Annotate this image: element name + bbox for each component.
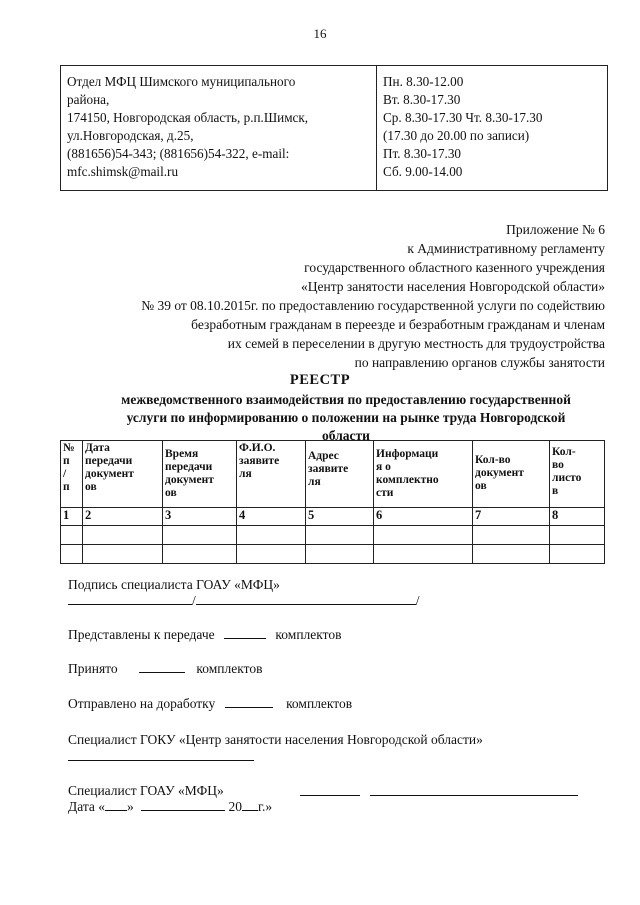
subtitle-line: услуги по информированию о положении на рынке труда Новгородской bbox=[126, 410, 566, 425]
signature-blank[interactable] bbox=[68, 592, 192, 605]
appendix-line: «Центр занятости населения Новгородской области» bbox=[301, 279, 605, 294]
office-address-line: ул.Новгородская, д.25, bbox=[67, 128, 194, 143]
table-cell bbox=[374, 545, 473, 564]
registry-subtitle bbox=[78, 391, 614, 445]
table-cell bbox=[306, 526, 374, 545]
column-header-address: Адрес заявите ля bbox=[306, 441, 374, 508]
table-cell bbox=[374, 526, 473, 545]
submitted-count-blank[interactable] bbox=[224, 626, 266, 639]
office-address-line: (881656)54-343; (881656)54-322, e-mail: bbox=[67, 146, 290, 161]
appendix-line: государственного областного казенного учреждения bbox=[304, 260, 605, 275]
table-cell bbox=[83, 545, 163, 564]
returned-row bbox=[68, 695, 352, 712]
schedule-line: Пт. 8.30-17.30 bbox=[383, 146, 462, 161]
column-number: 2 bbox=[83, 508, 163, 526]
column-header-date: Дата передачи документ ов bbox=[83, 441, 163, 508]
column-number: 6 bbox=[374, 508, 473, 526]
registry-header-row bbox=[61, 441, 605, 508]
mfc-signature-label: Подпись специалиста ГОАУ «МФЦ» bbox=[68, 577, 280, 592]
schedule-line: Ср. 8.30-17.30 Чт. 8.30-17.30 bbox=[383, 110, 543, 125]
table-cell bbox=[163, 526, 237, 545]
appendix-line: к Административному регламенту bbox=[407, 241, 605, 256]
slash-separator: / bbox=[415, 593, 420, 608]
column-number: 1 bbox=[61, 508, 83, 526]
date-row bbox=[68, 798, 272, 815]
appendix-reference bbox=[141, 220, 605, 372]
subtitle-line: области bbox=[322, 428, 370, 443]
schedule-line: (17.30 до 20.00 по записи) bbox=[383, 128, 530, 143]
mfc-signature-line bbox=[68, 592, 420, 609]
mfc-specialist-name-line[interactable] bbox=[370, 795, 578, 796]
sets-word: комплектов bbox=[275, 627, 342, 642]
year-prefix: 20 bbox=[228, 799, 243, 814]
column-number: 8 bbox=[550, 508, 605, 526]
appendix-line: их семей в переселении в другую местность для трудоустройства bbox=[227, 336, 605, 351]
office-address-cell bbox=[61, 66, 377, 191]
registry-table bbox=[60, 440, 605, 564]
sets-word: комплектов bbox=[196, 661, 263, 676]
date-quote-close: » bbox=[127, 799, 134, 814]
returned-label: Отправлено на доработку bbox=[68, 696, 216, 711]
schedule-line: Сб. 9.00-14.00 bbox=[383, 164, 463, 179]
submitted-row bbox=[68, 626, 342, 643]
column-header-completeness: Информаци я о комплектно сти bbox=[374, 441, 473, 508]
registry-empty-row bbox=[61, 545, 605, 564]
office-info-table bbox=[60, 65, 608, 191]
appendix-line: безработным гражданам в переезде и безработным гражданам и членам bbox=[191, 317, 605, 332]
table-cell bbox=[61, 545, 83, 564]
page-number: 16 bbox=[313, 26, 327, 41]
column-number: 7 bbox=[473, 508, 550, 526]
column-header-sheet-count: Кол- во листо в bbox=[550, 441, 605, 508]
mfc-specialist-signature-line[interactable] bbox=[300, 795, 360, 796]
office-email: mfc.shimsk@mail.ru bbox=[67, 164, 179, 179]
appendix-line: Приложение № 6 bbox=[506, 222, 605, 237]
table-cell bbox=[473, 526, 550, 545]
accepted-count-blank[interactable] bbox=[139, 660, 185, 673]
registry-empty-row bbox=[61, 526, 605, 545]
year-suffix: г.» bbox=[258, 799, 273, 814]
table-cell bbox=[61, 526, 83, 545]
table-cell bbox=[550, 545, 605, 564]
accepted-row bbox=[68, 660, 262, 677]
column-header-time: Время передачи документ ов bbox=[163, 441, 237, 508]
table-cell bbox=[163, 545, 237, 564]
sets-word: комплектов bbox=[286, 696, 353, 711]
day-blank[interactable] bbox=[105, 798, 127, 811]
registry-number-row bbox=[61, 508, 605, 526]
table-cell bbox=[83, 526, 163, 545]
returned-count-blank[interactable] bbox=[225, 695, 273, 708]
table-cell bbox=[473, 545, 550, 564]
table-cell bbox=[306, 545, 374, 564]
office-address-line: 174150, Новгородская область, р.п.Шимск, bbox=[67, 110, 309, 125]
table-cell bbox=[237, 526, 306, 545]
schedule-line: Пн. 8.30-12.00 bbox=[383, 74, 464, 89]
appendix-line: по направлению органов службы занятости bbox=[354, 355, 605, 370]
column-number: 3 bbox=[163, 508, 237, 526]
schedule-line: Вт. 8.30-17.30 bbox=[383, 92, 461, 107]
month-blank[interactable] bbox=[141, 798, 225, 811]
office-schedule-cell bbox=[377, 66, 608, 191]
year-blank[interactable] bbox=[242, 798, 258, 811]
column-number: 4 bbox=[237, 508, 306, 526]
date-label: Дата « bbox=[68, 799, 106, 814]
czn-signature-line[interactable] bbox=[68, 760, 254, 761]
column-header-number: № п / п bbox=[61, 441, 83, 508]
submitted-label: Представлены к передаче bbox=[68, 627, 215, 642]
appendix-line: № 39 от 08.10.2015г. по предоставлению государственной услуги по содействию bbox=[141, 298, 605, 313]
subtitle-line: межведомственного взаимодействия по предоставлению государственной bbox=[121, 392, 571, 407]
accepted-label: Принято bbox=[68, 661, 118, 676]
column-header-doc-count: Кол-во документ ов bbox=[473, 441, 550, 508]
name-blank[interactable] bbox=[196, 592, 416, 605]
registry-title: РЕЕСТР bbox=[289, 372, 351, 388]
table-cell bbox=[550, 526, 605, 545]
column-number: 5 bbox=[306, 508, 374, 526]
table-cell bbox=[237, 545, 306, 564]
slash-separator: / bbox=[192, 593, 196, 608]
office-address-line: района, bbox=[67, 92, 110, 107]
mfc-specialist-label: Специалист ГОАУ «МФЦ» bbox=[68, 783, 224, 798]
office-address-line: Отдел МФЦ Шимского муниципального bbox=[67, 74, 296, 89]
column-header-name: Ф.И.О. заявите ля bbox=[237, 441, 306, 508]
czn-specialist-label: Специалист ГОКУ «Центр занятости населения Новгородской области» bbox=[68, 732, 483, 747]
